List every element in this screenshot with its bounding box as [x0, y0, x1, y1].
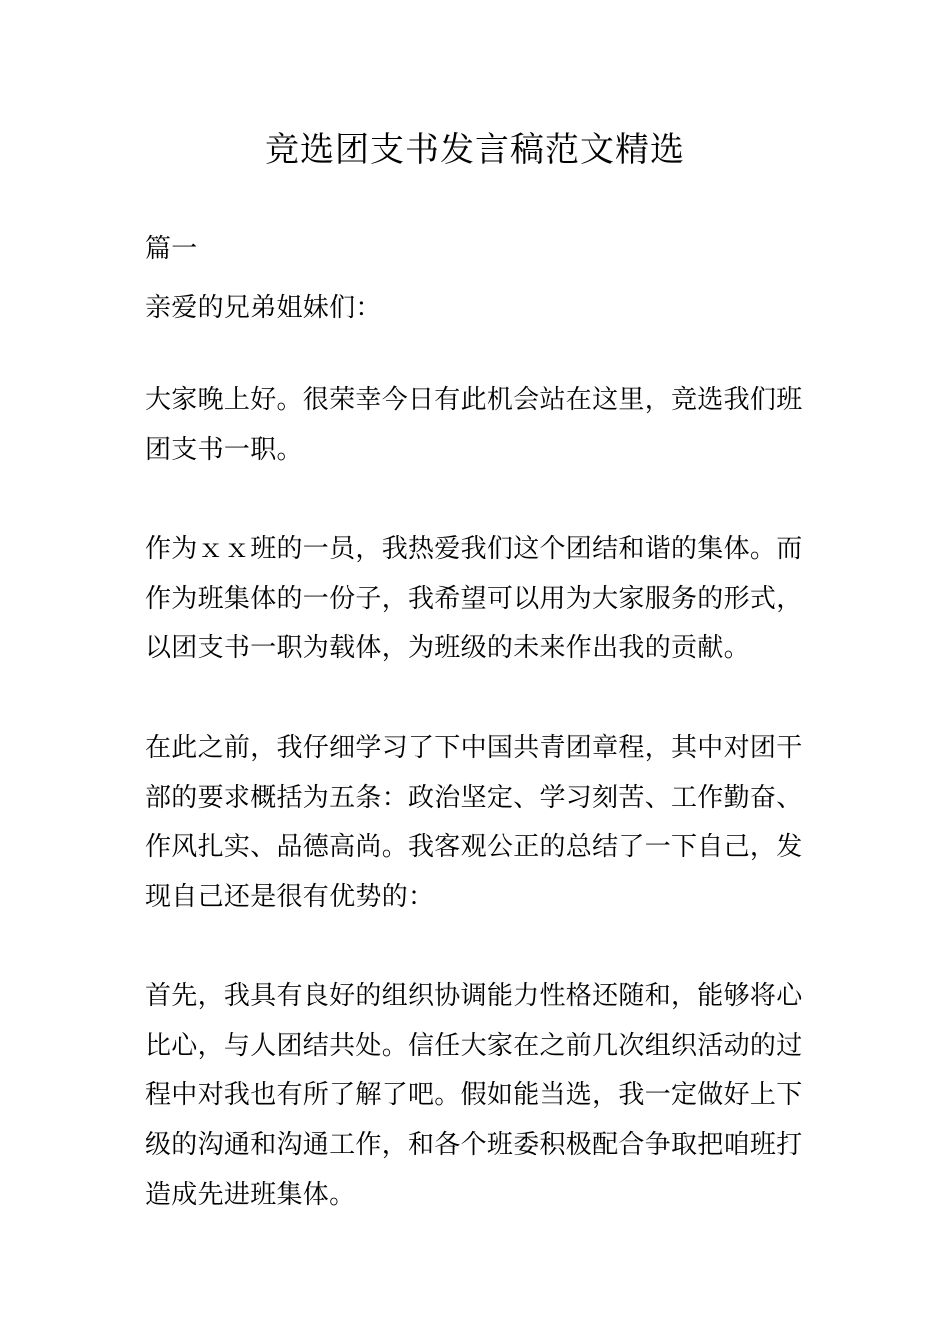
- paragraph: 首先，我具有良好的组织协调能力性格还随和，能够将心比心，与人团结共处。信任大家在之前几次组织活动的过程中对我也有所了解了吧。假如能当选，我一定做好上下级的沟通和沟通工作，和各个班委积极配合争取把咱班打造成先进班集体。: [145, 981, 803, 1210]
- greeting: 亲爱的兄弟姐妹们：: [145, 293, 382, 323]
- paragraph: 作为ｘｘ班的一员，我热爱我们这个团结和谐的集体。而作为班集体的一份子，我希望可以用为大家服务的形式，以团支书一职为载体，为班级的未来作出我的贡献。: [145, 534, 803, 664]
- paragraph: 在此之前，我仔细学习了下中国共青团章程，其中对团干部的要求概括为五条：政治坚定、学习刻苦、工作勤奋、作风扎实、品德高尚。我客观公正的总结了一下自己，发现自己还是很有优势的：: [145, 733, 803, 913]
- paragraph: 大家晚上好。很荣幸今日有此机会站在这里，竞选我们班团支书一职。: [145, 385, 803, 465]
- document-title: 竞选团支书发言稿范文精选: [265, 130, 685, 170]
- section-label: 篇一: [145, 234, 198, 264]
